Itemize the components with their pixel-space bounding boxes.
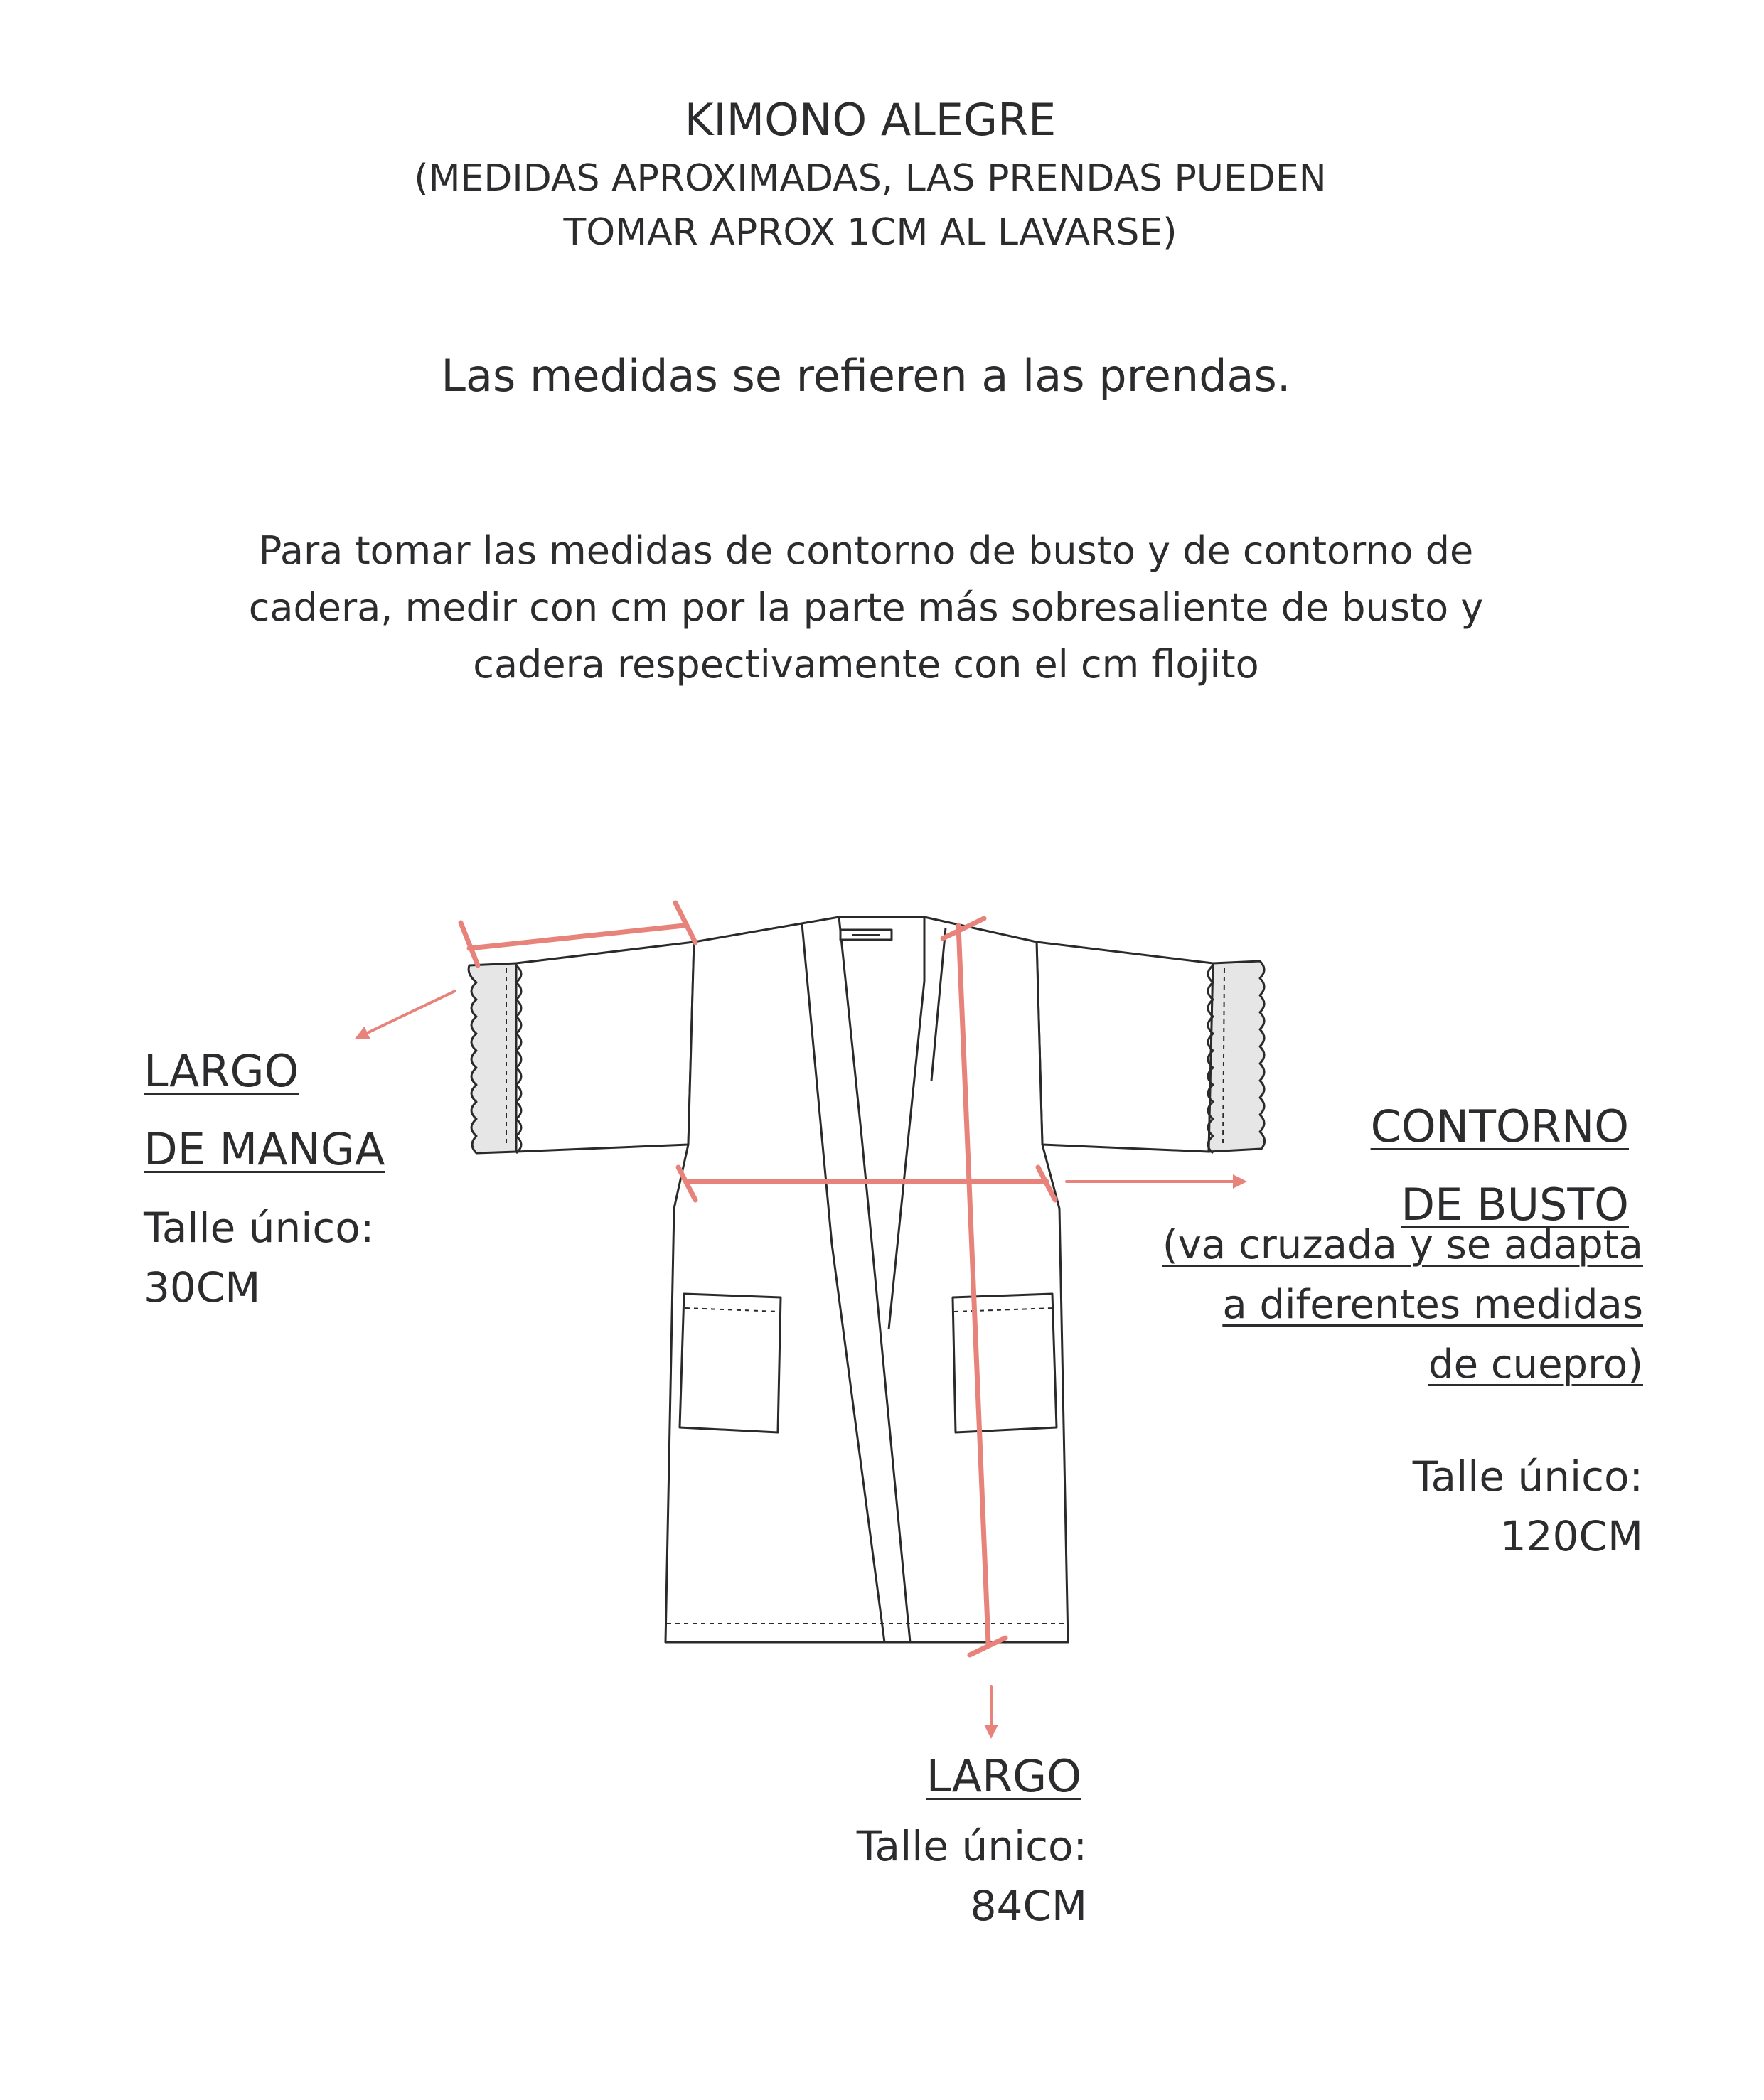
garment-note: Las medidas se refieren a las prendas. xyxy=(441,350,1291,402)
bust-note-line: a diferentes medidas xyxy=(1222,1282,1643,1328)
bust-note-line: (va cruzada y se adapta xyxy=(1162,1222,1643,1268)
instructions-line: Para tomar las medidas de contorno de busto y de contorno de xyxy=(258,528,1474,573)
right-pocket xyxy=(953,1294,1057,1432)
sleeve-size-block xyxy=(144,1198,374,1317)
length-heading-text: LARGO xyxy=(926,1750,1081,1802)
right-sleeve xyxy=(1037,942,1213,1152)
sleeve-measure-cap xyxy=(675,903,695,943)
left-cuff-ruffle xyxy=(469,963,516,1153)
kimono-body xyxy=(665,917,1068,1642)
sleeve-measure-cap xyxy=(461,923,478,965)
bust-size-value: 120CM xyxy=(1500,1512,1643,1560)
sleeve-heading-line: LARGO xyxy=(144,1045,299,1097)
left-sleeve xyxy=(516,942,694,1152)
sleeve-heading-line: DE MANGA xyxy=(144,1123,385,1175)
length-size-block xyxy=(857,1816,1087,1936)
bust-size-label: Talle único: xyxy=(1412,1452,1643,1501)
bust-heading-line: DE BUSTO xyxy=(1401,1179,1629,1231)
length-size-value: 84CM xyxy=(970,1882,1087,1930)
subtitle-line: TOMAR APROX 1CM AL LAVARSE) xyxy=(563,211,1177,254)
bust-note-line: de cuepro) xyxy=(1428,1341,1643,1388)
sleeve-pointer-arrow xyxy=(360,991,455,1036)
left-pocket xyxy=(680,1294,781,1432)
length-size-label: Talle único: xyxy=(856,1822,1087,1870)
sleeve-length-heading xyxy=(144,1032,385,1189)
sleeve-size-value: 30CM xyxy=(144,1263,261,1312)
bust-size-block xyxy=(1413,1447,1643,1566)
sleeve-size-label: Talle único: xyxy=(144,1204,375,1252)
instructions-line: cadera, medir con cm por la parte más sobresaliente de busto y xyxy=(248,585,1484,630)
page-title: KIMONO ALEGRE xyxy=(684,94,1057,146)
instructions-line: cadera respectivamente con el cm flojito xyxy=(473,642,1259,687)
bust-heading-line: CONTORNO xyxy=(1370,1100,1629,1152)
length-heading xyxy=(926,1749,1081,1804)
kimono-garment xyxy=(469,917,1264,1642)
subtitle-line: (MEDIDAS APROXIMADAS, LAS PRENDAS PUEDEN xyxy=(414,157,1327,200)
right-cuff-ruffle xyxy=(1209,961,1265,1152)
bust-note xyxy=(1162,1216,1643,1395)
sleeve-measure-line xyxy=(469,926,684,948)
